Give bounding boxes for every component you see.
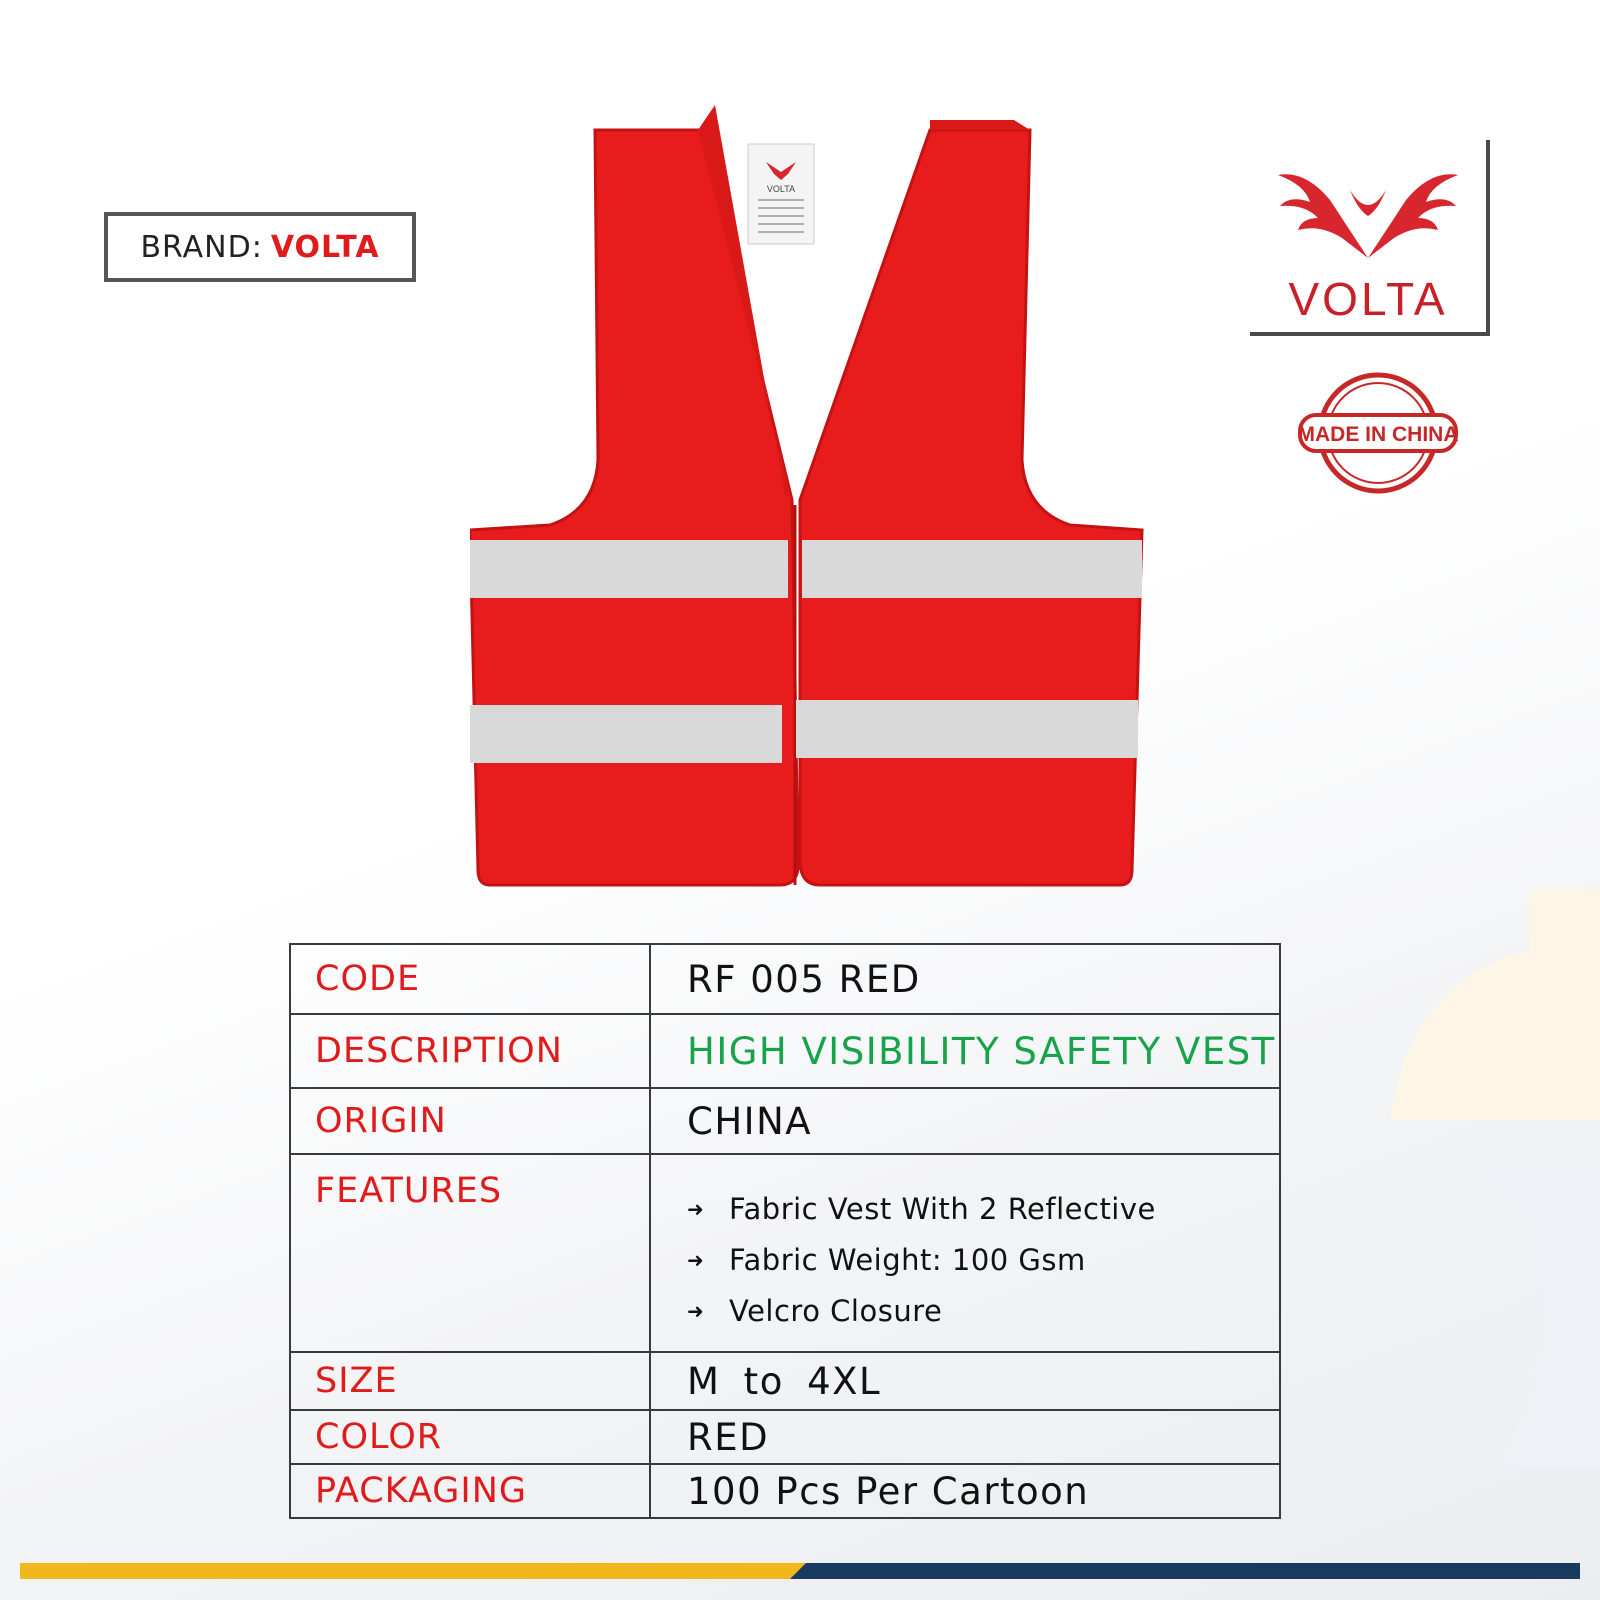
footer-stripe-navy [790,1563,1580,1579]
spec-row-code [290,944,1280,1014]
volta-wings-logo-icon [1250,140,1486,270]
description-label: DESCRIPTION [290,1014,650,1088]
safety-vest-image [470,100,1160,905]
spec-row-size [290,1352,1280,1410]
stamp-text: MADE IN CHINA [1298,423,1458,446]
feature-item [687,1285,1279,1336]
arrow-right-icon: ➜ [687,1247,705,1272]
spec-row-packaging [290,1464,1280,1518]
features-list [687,1155,1279,1336]
feature-text: Fabric Weight: 100 Gsm [729,1242,1086,1277]
spec-row-features [290,1154,1280,1352]
specs-table [289,943,1281,1519]
features-cell [650,1154,1280,1352]
code-label: CODE [290,944,650,1014]
brand-box [104,212,416,282]
footer-stripe-yellow [20,1563,806,1579]
color-label: COLOR [290,1410,650,1464]
code-value: RF 005 RED [650,944,1280,1014]
features-label: FEATURES [290,1154,650,1352]
packaging-value: 100 Pcs Per Cartoon [650,1464,1280,1518]
arrow-right-icon: ➜ [687,1298,705,1323]
description-value: HIGH VISIBILITY SAFETY VEST [650,1014,1280,1088]
arrow-right-icon: ➜ [687,1196,705,1221]
brand-value: VOLTA [270,229,380,265]
size-value: M to 4XL [650,1352,1280,1410]
logo-text: VOLTA [1288,273,1448,325]
spec-row-color [290,1410,1280,1464]
origin-label: ORIGIN [290,1088,650,1154]
volta-logo [1250,140,1490,336]
size-label: SIZE [290,1352,650,1410]
origin-value: CHINA [650,1088,1280,1154]
vest-tag-text: VOLTA [766,184,796,194]
spec-row-description [290,1014,1280,1088]
feature-text: Fabric Vest With 2 Reflective [729,1191,1156,1226]
feature-text: Velcro Closure [729,1293,943,1328]
spec-row-origin [290,1088,1280,1154]
color-value: RED [650,1410,1280,1464]
made-in-china-stamp-icon [1298,368,1458,498]
brand-label: BRAND: [140,229,263,265]
feature-item [687,1234,1279,1285]
packaging-label: PACKAGING [290,1464,650,1518]
feature-item [687,1183,1279,1234]
background-watermark [1370,890,1600,1470]
